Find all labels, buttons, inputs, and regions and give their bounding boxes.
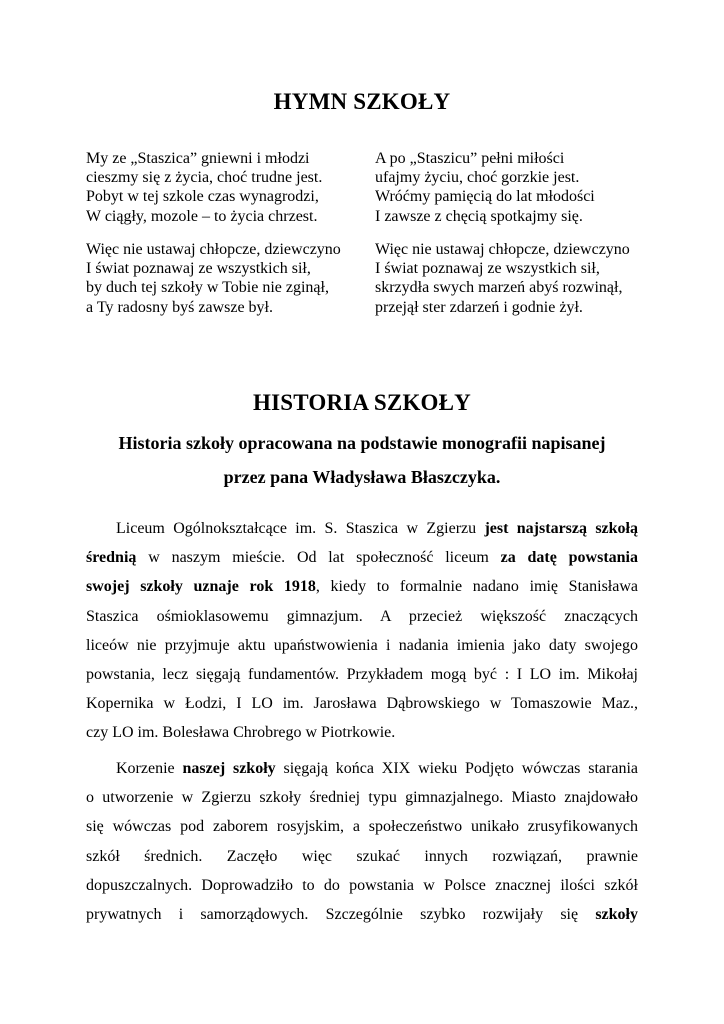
stanza-line: Wróćmy pamięcią do lat młodości (375, 188, 595, 206)
stanza-line: a Ty radosny byś zawsze był. (86, 298, 273, 316)
paragraph-line: średnią w naszym mieście. Od lat społeczność liceum za datę powstania (86, 549, 639, 567)
paragraph-line: dopuszczalnych. Doprowadziło to do powstania w Polsce znacznej ilości szkół (86, 876, 638, 894)
hymn-stanza-4 (375, 240, 630, 317)
paragraph-line: powstania, lecz sięgają fundamentów. Przykładem mogą być : I LO im. Mikołaj (86, 665, 638, 683)
stanza-line: I świat poznawaj ze wszystkich sił, (375, 260, 600, 278)
stanza-line: by duch tej szkoły w Tobie nie zginął, (86, 279, 329, 297)
paragraph-line: Liceum Ogólnokształcące im. S. Staszica w Zgierzu jest najstarszą szkołą (116, 520, 639, 537)
stanza-line: przejął ster zdarzeń i godnie żył. (375, 298, 583, 316)
stanza-line: Więc nie ustawaj chłopcze, dziewczyno (375, 241, 630, 258)
paragraph-line: Staszica ośmioklasowemu gimnazjum. A przecież większość znaczących (86, 607, 638, 625)
subtitle-line: przez pana Władysława Błaszczyka. (223, 467, 501, 487)
paragraph-line: Korzenie naszej szkoły sięgają końca XIX wieku Podjęto wówczas starania (116, 760, 638, 777)
stanza-line: A po „Staszicu” pełni miłości (375, 150, 565, 167)
paragraph-line: Kopernika w Łodzi, I LO im. Jarosława Dąbrowskiego w Tomaszowie Maz., (86, 695, 638, 713)
history-paragraph-1 (86, 514, 638, 748)
paragraph-line: szkół średnich. Zaczęło więc szukać innych rozwiązań, prawnie (86, 847, 638, 865)
bold-text: jest najstarszą szkołą (484, 520, 639, 537)
history-subtitle (0, 426, 724, 494)
hymn-stanza-1 (86, 149, 322, 226)
paragraph-line: prywatnych i samorządowych. Szczególnie szybko rozwijały się szkoły (86, 905, 638, 923)
bold-text: swojej szkoły uznaje rok 1918 (86, 578, 316, 596)
history-paragraph-2 (86, 754, 638, 929)
bold-text: naszej szkoły (182, 760, 276, 777)
stanza-line: I zawsze z chęcią spotkajmy się. (375, 207, 583, 225)
hymn-stanza-3 (86, 240, 341, 317)
hymn-stanza-2 (375, 149, 595, 226)
stanza-line: ufajmy życiu, choć gorzkie jest. (375, 169, 580, 187)
stanza-line: I świat poznawaj ze wszystkich sił, (86, 260, 311, 278)
stanza-line: cieszmy się z życia, choć trudne jest. (86, 169, 323, 187)
bold-text: szkoły (595, 905, 638, 923)
bold-text: średnią (86, 549, 137, 567)
history-title: HISTORIA SZKOŁY (253, 390, 471, 415)
paragraph-line: się wówczas pod zaborem rosyjskim, a społeczeństwo unikało zrusyfikowanych (86, 818, 638, 836)
stanza-line: W ciągły, mozole – to życia chrzest. (86, 207, 318, 225)
hymn-title: HYMN SZKOŁY (273, 89, 451, 114)
paragraph-line: liceów nie przyjmuje aktu upaństwowienia i nadania imienia jako daty swojego (86, 636, 638, 654)
stanza-line: Pobyt w tej szkole czas wynagrodzi, (86, 188, 319, 206)
paragraph-line: czy LO im. Bolesława Chrobrego w Piotrkowie. (86, 724, 396, 742)
paragraph-line: swojej szkoły uznaje rok 1918, kiedy to formalnie nadano imię Stanisława (86, 578, 638, 596)
paragraph-line: o utworzenie w Zgierzu szkoły średniej typu gimnazjalnego. Miasto znajdowało (86, 789, 638, 807)
stanza-line: Więc nie ustawaj chłopcze, dziewczyno (86, 241, 341, 258)
bold-text: za datę powstania (500, 549, 639, 567)
subtitle-line: Historia szkoły opracowana na podstawie monografii napisanej (118, 433, 606, 453)
stanza-line: skrzydła swych marzeń abyś rozwinął, (375, 279, 623, 297)
stanza-line: My ze „Staszica” gniewni i młodzi (86, 150, 310, 167)
